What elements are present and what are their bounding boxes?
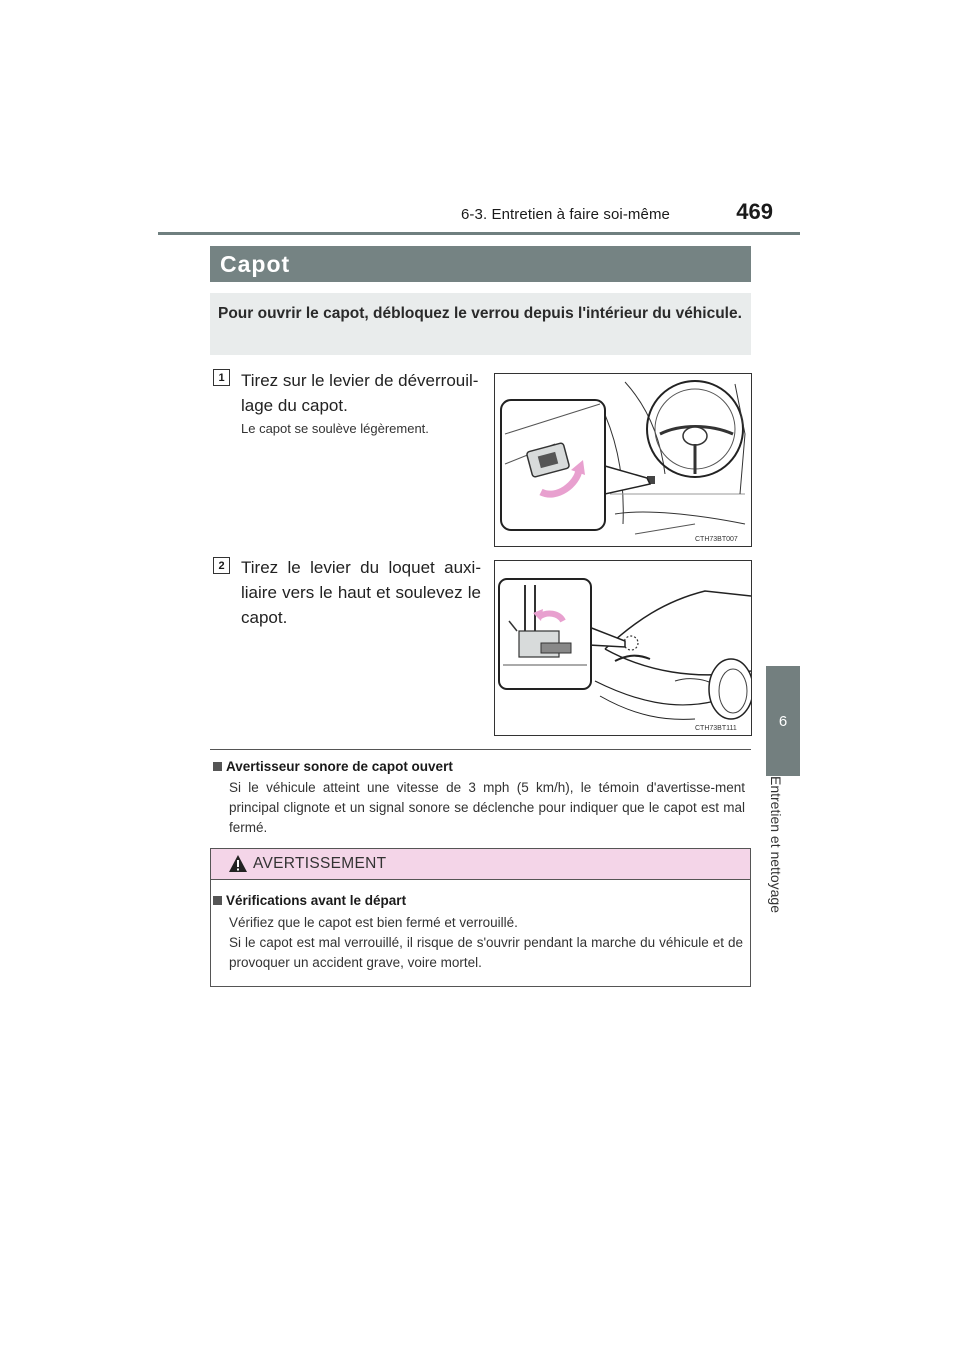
step-number-1: 1	[213, 369, 230, 386]
section-title: Capot	[220, 251, 291, 277]
step-2-instruction: Tirez le levier du loquet auxi-liaire vers le haut et soulevez le capot.	[241, 558, 481, 627]
chapter-number: 6	[778, 712, 788, 730]
warning-subheading	[213, 893, 406, 908]
chapter-title: Entretien et nettoyage	[768, 776, 784, 913]
auxiliary-catch-illustration	[495, 561, 751, 735]
step-1-note: Le capot se soulève légèrement.	[241, 421, 429, 436]
warning-subheading-text: Vérifications avant le départ	[226, 893, 407, 908]
step-2-text	[241, 555, 481, 630]
note-body: Si le véhicule atteint une vitesse de 3 mph (5 km/h), le témoin d'avertisse-ment principal clignote et un signal sonore se déclenche pour indiquer que le capot est mal fermé.	[229, 780, 745, 835]
hood-release-lever-illustration	[495, 374, 751, 546]
header-rule	[158, 232, 800, 235]
page-number: 469	[736, 199, 773, 224]
figure-auxiliary-catch	[494, 560, 752, 736]
note-heading-text: Avertisseur sonore de capot ouvert	[226, 759, 453, 774]
square-bullet-icon	[213, 896, 222, 905]
figure-1-code: CTH73BT007	[695, 536, 738, 543]
warning-header	[211, 849, 750, 880]
figure-2-code: CTH73BT111	[695, 725, 737, 732]
section-title-bar	[210, 246, 751, 282]
warning-box	[210, 848, 751, 987]
page-header	[0, 0, 960, 240]
note-heading	[213, 759, 453, 774]
warning-triangle-icon	[228, 854, 248, 873]
intro-text: Pour ouvrir le capot, débloquez le verrou depuis l'intérieur du véhicule.	[218, 305, 742, 322]
figure-hood-release-lever	[494, 373, 752, 547]
intro-box	[210, 293, 751, 355]
square-bullet-icon	[213, 762, 222, 771]
step-1-text	[241, 368, 481, 418]
warning-line-1: Vérifiez que le capot est bien fermé et verrouillé.	[229, 915, 518, 930]
step-number-2: 2	[213, 557, 230, 574]
note-rule	[210, 749, 751, 750]
section-reference: 6-3. Entretien à faire soi-même	[460, 206, 670, 223]
chapter-side-label	[748, 770, 818, 913]
chapter-tab	[766, 666, 800, 776]
warning-line-2: Si le capot est mal verrouillé, il risque de s'ouvrir pendant la marche du véhicule et de provoquer un accident grave, voire mortel.	[229, 935, 743, 970]
warning-body	[229, 913, 743, 973]
warning-title: AVERTISSEMENT	[253, 855, 387, 872]
step-1-instruction: Tirez sur le levier de déverrouil-lage du capot.	[241, 371, 479, 415]
